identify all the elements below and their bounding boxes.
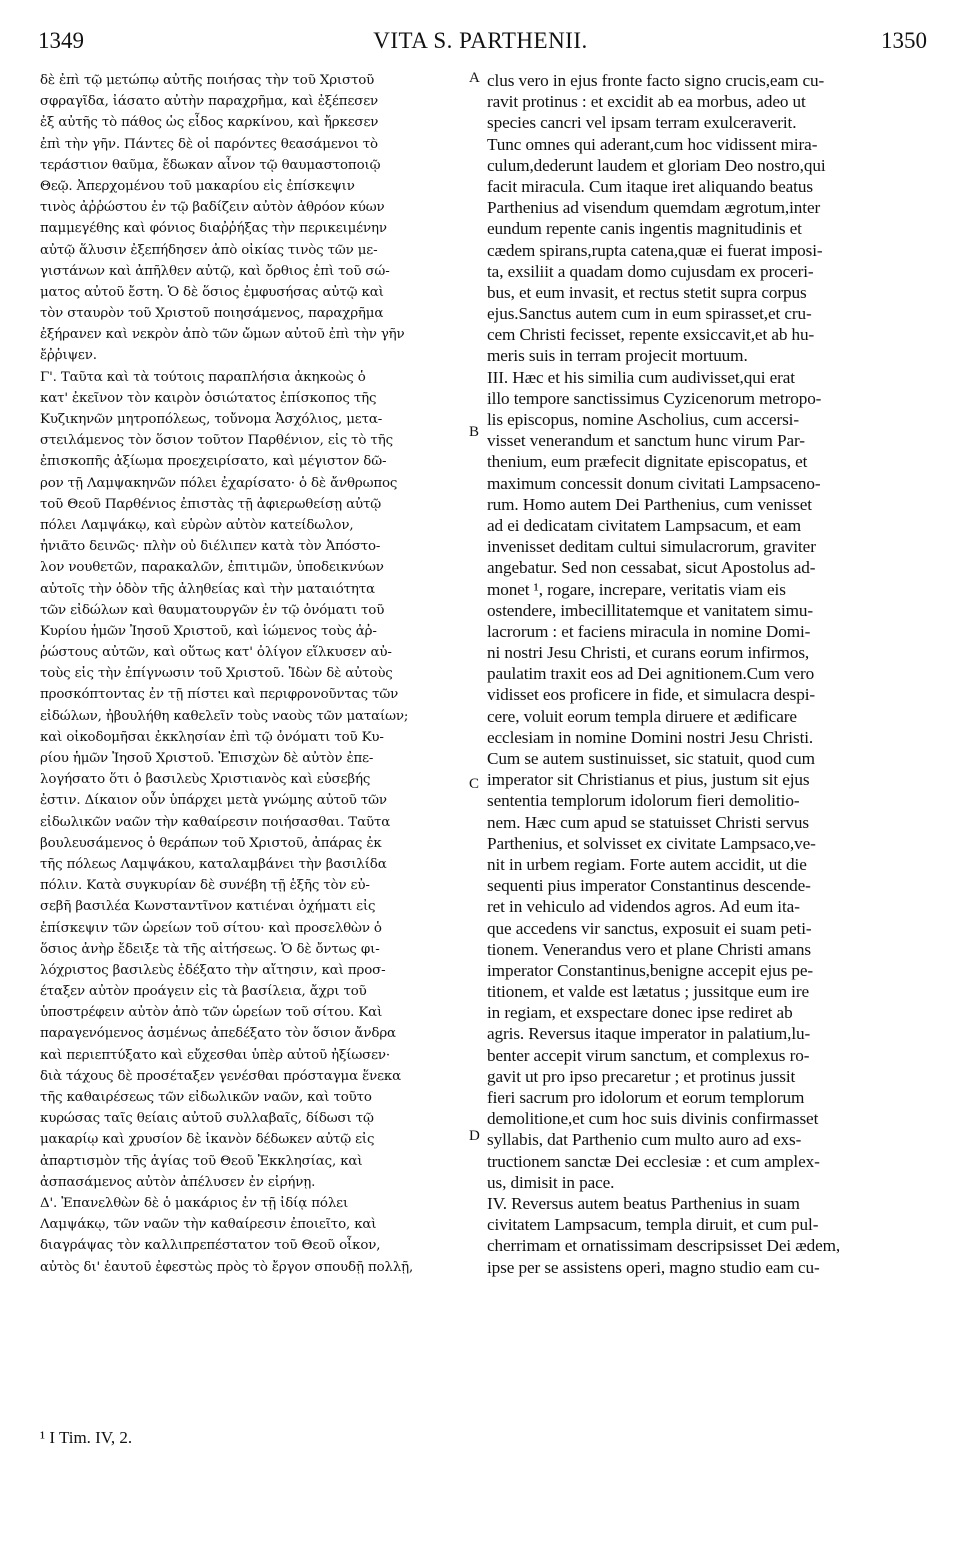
latin-text-line: visset venerandum et sanctum hunc virum Par- xyxy=(487,431,805,451)
latin-text-line: cherrimam et ornatissimam descripsisset Dei ædem, xyxy=(487,1236,841,1256)
latin-text-line: culum,dederunt laudem et gloriam Deo nostro,qui xyxy=(487,155,826,175)
greek-text-line: στειλάμενος τὸν ὅσιον τοῦτον Παρθένιον, εἰς τὸ τῆς xyxy=(40,433,393,449)
greek-text-line: σφραγῖδα, ἰάσατο αὐτὴν παραχρῆμα, καὶ ἐξέπεσεν xyxy=(40,94,379,110)
greek-text-line: παραγενόμενος ἀσμένως ἀπεδέξατο τὸν ὅσιον ἄνδρα xyxy=(40,1026,396,1042)
running-header xyxy=(30,28,931,62)
greek-text-line: τῆς καθαιρέσεως τῶν εἰδωλικῶν ναῶν, καὶ τοῦτο xyxy=(40,1090,372,1105)
greek-text-line: τὸν σταυρὸν τοῦ Χριστοῦ ποιησάμενος, παραχρῆμα xyxy=(40,306,384,322)
latin-text-line: sententia templorum idolorum fieri demolitio- xyxy=(487,791,800,811)
latin-text-line: meris suis in terram projecit mortuum. xyxy=(487,346,748,366)
margin-marker-d: D xyxy=(469,1128,480,1144)
latin-text-line: Parthenius, et solvisset ex civitate Lampsaco,ve- xyxy=(487,833,816,853)
greek-text-line: αὐτῷ ἅλυσιν ἐξεπήδησεν ἀπὸ οἰκίας τινὸς τῶν με- xyxy=(40,242,378,258)
greek-text-line: παμμεγέθης καὶ φόνιος διαῤῥήξας τὴν περικειμένην xyxy=(40,221,387,237)
latin-text-column xyxy=(487,70,919,1278)
greek-text-line: Κυζικηνῶν μητροπόλεως, τοὔνομα Ἀσχόλιος, μετα- xyxy=(40,412,383,427)
latin-text-line: invenisset deditam cultui simulacrorum, graviter xyxy=(487,537,816,557)
greek-text-line: ἐξ αὐτῆς τὸ πάθος ὡς εἶδος καρκίνου, καὶ ἤρκεσεν xyxy=(40,115,379,131)
greek-text-line: ρίου ἡμῶν Ἰησοῦ Χριστοῦ. Ἐπισχὼν δὲ αὐτὸν ἐπε- xyxy=(40,751,374,766)
greek-text-line: κυρώσας ταῖς θείαις αὐτοῦ συλλαβαῖς, δίδωσι τῷ xyxy=(40,1111,374,1127)
greek-text-line: ἐστιν. Δίκαιον οὖν ὑπάρχει μετὰ γνώμης αὐτοῦ τῶν xyxy=(40,793,387,809)
latin-text-line: vidisset eos proficere in fide, et simulacra despi- xyxy=(487,685,816,705)
latin-text-line: imperator Constantinus,benigne accepit ejus pe- xyxy=(487,960,814,980)
latin-text-line: IV. Reversus autem beatus Parthenius in suam xyxy=(487,1193,800,1213)
greek-text-line: λον νουθετῶν, παρακαλῶν, ἐπιτιμῶν, ὑποδεικνύων xyxy=(40,560,384,576)
latin-text-line: sequenti pius imperator Constantinus descende- xyxy=(487,876,811,896)
latin-text-line: cædem spirans,rupta catena,quæ ei fuerat imposi- xyxy=(487,240,823,260)
latin-text-line: monet ¹, rogare, increpare, veritatis viam eis xyxy=(487,579,786,599)
greek-text-line: σεβῆ βασιλέα Κωνσταντῖνον κατιέναι ὀχήματι εἰς xyxy=(40,899,376,915)
latin-text-line: rum. Homo autem Dei Parthenius, cum venisset xyxy=(487,494,812,514)
greek-text-line: ῥώστους αὐτῶν, καὶ οὕτως κατ' ὀλίγον εἵλκυσεν αὐ- xyxy=(40,645,392,661)
latin-text-line: ejus.Sanctus autem cum in eum spirasset,et cru- xyxy=(487,304,812,324)
greek-text-line: καὶ οἰκοδομῆσαι ἐκκλησίαν ἐπὶ τῷ ὀνόματι τοῦ Κυ- xyxy=(40,729,384,745)
footnote: ¹ I Tim. IV, 2. xyxy=(40,1428,133,1447)
greek-text-line: Θεῷ. Ἀπερχομένου τοῦ μακαρίου εἰς ἐπίσκεψιν xyxy=(40,178,355,194)
latin-text-line: facit miracula. Cum itaque iret aliquando beatus xyxy=(487,176,813,196)
latin-text-line: tructionem sanctæ Dei ecclesiæ : et cum amplex- xyxy=(487,1151,820,1171)
latin-text-line: ta, exsiliit a quadam domo cujusdam ex proceri- xyxy=(487,261,814,281)
greek-text-line: τινὸς ἀῤῥώστου ἐν τῷ βαδίζειν αὐτὸν ἀθρόον κύων xyxy=(40,200,385,216)
greek-text-line: διαγράψας τὸν καλλιπρεπέστατον τοῦ Θεοῦ οἶκον, xyxy=(40,1238,381,1254)
latin-text-line: tionem. Venerandus vero et plane Christi amans xyxy=(487,939,811,959)
latin-text-line: lis episcopus, nomine Ascholius, cum accersi- xyxy=(487,410,799,429)
margin-marker-a: A xyxy=(469,70,480,86)
latin-text-line: lacrorum : et faciens miracula in nomine Domi- xyxy=(487,621,811,641)
latin-text-line: agris. Reversus itaque imperator in palatium,lu- xyxy=(487,1024,811,1044)
greek-text-line: ὅσιος ἀνὴρ ἔδειξε τὰ τῆς αἰτήσεως. Ὁ δὲ ὄντως φι- xyxy=(40,941,380,957)
latin-text-line: thenium, eum præfecit dignitate episcopatus, et xyxy=(487,452,808,472)
latin-text-line: imperator sit Christianus et pius, justum sit ejus xyxy=(487,770,810,790)
latin-text-line: fieri sacrum pro idolorum et eorum templorum xyxy=(487,1088,805,1107)
latin-text-line: III. Hæc et his similia cum audivisset,qui erat xyxy=(487,367,795,387)
greek-text-line: Κυρίου ἡμῶν Ἰησοῦ Χριστοῦ, καὶ ἰώμενος τοὺς ἀῤ- xyxy=(40,623,377,639)
greek-text-line: ματος αὐτοῦ ἔστη. Ὁ δὲ ὅσιος ἐμφυσήσας αὐτῷ καὶ xyxy=(40,284,384,300)
greek-text-line: τοὺς εἰς τὴν ἐπίγνωσιν τοῦ Χριστοῦ. Ἰδὼν δὲ αὐτοὺς xyxy=(40,666,393,682)
greek-text-line: Λαμψάκῳ, τῶν ναῶν τὴν καθαίρεσιν ἐποιεῖτο, καὶ xyxy=(40,1217,377,1233)
margin-marker-b: B xyxy=(469,424,480,440)
latin-text-line: ni nostri Jesu Christi, et curans eorum infirmos, xyxy=(487,643,810,663)
greek-text-line: ἐπὶ τὴν γῆν. Πάντες δὲ οἱ παρόντες θεασάμενοι τὸ xyxy=(40,136,378,152)
latin-text-line: eundum repente canis ingentis magnitudinis et xyxy=(487,219,802,239)
greek-text-line: εἰδωλικῶν ναῶν τὴν καθαίρεσιν ποιήσασθαι. Ταῦτα xyxy=(40,814,391,830)
latin-text-line: paulatim traxit eos ad Dei agnitionem.Cum vero xyxy=(487,664,815,684)
latin-text-line: syllabis, dat Parthenio cum multo auro ad exs- xyxy=(487,1130,802,1150)
greek-text-line: καὶ περιεπτύξατο καὶ εὔχεσθαι ὑπὲρ αὐτοῦ ἠξίωσεν· xyxy=(40,1047,391,1063)
greek-text-line: λογήσατο ὅτι ὁ βασιλεὺς Χριστιανὸς καὶ εὐσεβής xyxy=(40,772,371,788)
greek-text-line: μακαρίῳ καὶ χρυσίον δὲ ἱκανὸν δέδωκεν αὐτῷ εἰς xyxy=(40,1132,375,1148)
greek-text-line: προσκόπτοντας ἐν τῇ πίστει καὶ περιφρονοῦντας τῶν xyxy=(40,687,399,703)
greek-text-column xyxy=(40,70,468,1278)
latin-text-line: que accedens vir sanctus, exposuit ei suam peti- xyxy=(487,918,812,938)
latin-text-line: ravit protinus : et excidit ab ea morbus, adeo ut xyxy=(487,92,806,112)
greek-text-line: κατ' ἐκεῖνον τὸν καιρὸν ὁσιώτατος ἐπίσκοπος τῆς xyxy=(40,390,377,406)
latin-text-line: ipse per se assistens operi, magno studio eam cu- xyxy=(487,1257,820,1277)
greek-text-line: ἔῤῥιψεν. xyxy=(40,348,97,364)
greek-text-line: τῆς πόλεως Λαμψάκου, καταλαμβάνει τὴν βασιλίδα xyxy=(40,856,387,872)
greek-text-line: βουλευσάμενος ὁ θεράπων τοῦ Χριστοῦ, ἀπάρας ἐκ xyxy=(40,835,382,851)
latin-text-line: species cancri vel ipsam terram exulceraverit. xyxy=(487,113,797,133)
greek-text-line: δὲ ἐπὶ τῷ μετώπῳ αὐτῆς ποιήσας τὴν τοῦ Χριστοῦ xyxy=(40,73,375,88)
greek-text-line: Γ'. Ταῦτα καὶ τὰ τούτοις παραπλήσια ἀκηκοὼς ὁ xyxy=(40,369,366,385)
latin-text-line: benter accepit virum sanctum, et complexus ro- xyxy=(487,1045,810,1065)
latin-text-line: bus, et eum invasit, et rectus stetit supra corpus xyxy=(487,282,807,302)
left-page-number: 1349 xyxy=(38,28,84,53)
latin-text-line: clus vero in ejus fronte facto signo crucis,eam cu- xyxy=(487,71,825,90)
greek-text-line: γιστάνων καὶ ἀπῆλθεν αὐτῷ, καὶ ὄρθιος ἐπὶ τοῦ σώ- xyxy=(40,263,390,279)
greek-text-line: τῶν εἰδώλων καὶ θαυματουργῶν ἐν τῷ ὀνόματι τοῦ xyxy=(40,602,385,618)
greek-text-line: διὰ τάχους δὲ προσέταξεν γενέσθαι πρόσταγμα ἕνεκα xyxy=(40,1068,402,1084)
greek-text-line: ἐπίσκεψιν τῶν ὡρείων τοῦ σίτου· καὶ προσελθὼν ὁ xyxy=(40,920,382,936)
running-title: VITA S. PARTHENII. xyxy=(373,28,588,53)
greek-text-line: πόλιν. Κατὰ συγκυρίαν δὲ συνέβη τῇ ἑξῆς τὸν εὐ- xyxy=(40,878,370,894)
latin-text-line: cere, voluit eorum templa diruere et ædificare xyxy=(487,706,797,726)
latin-text-line: ostendere, imbecillitatemque et vanitatem simu- xyxy=(487,600,814,620)
latin-text-line: in regiam, et exspectare donec ipse rediret ab xyxy=(487,1003,793,1023)
latin-text-line: maximum concessit donum civitati Lampsaceno- xyxy=(487,473,821,493)
latin-text-line: Cum se autem sustinuisset, sic statuit, quod cum xyxy=(487,749,815,768)
greek-text-line: ἀπαρτισμὸν τῆς ἁγίας τοῦ Θεοῦ Ἐκκλησίας, καὶ xyxy=(40,1153,363,1169)
greek-text-line: αὐτὸς δι' ἑαυτοῦ ἐφεστὼς πρὸς τὸ ἔργον σπουδῇ πολλῇ, xyxy=(40,1259,414,1275)
greek-text-line: πόλει Λαμψάκῳ, καὶ εὑρὼν αὐτὸν κατείδωλον, xyxy=(40,517,354,533)
latin-text-line: ad ei dedicatam civitatem Lampsacum, et eam xyxy=(487,515,802,535)
latin-text-line: cem Christi fecisset, repente exsiccavit,et ab hu- xyxy=(487,325,815,345)
greek-text-line: έταξεν αὐτὸν προάγειν εἰς τὰ βασίλεια, ἄχρι τοῦ xyxy=(40,984,367,1000)
greek-text-line: αὐτοῖς τὴν ὁδὸν τῆς ἀληθείας καὶ τὴν ματαιότητα xyxy=(40,581,375,597)
greek-text-line: Δ'. Ἐπανελθὼν δὲ ὁ μακάριος ἐν τῇ ἰδίᾳ πόλει xyxy=(40,1195,349,1211)
greek-text-line: ὑποστρέφειν αὐτὸν ἀπὸ τῶν ὡρείων τοῦ σίτου. Καὶ xyxy=(40,1005,383,1021)
right-page-number: 1350 xyxy=(881,28,927,53)
greek-text-line: λόχριστος βασιλεὺς ἐδέξατο τὴν αἴτησιν, καὶ προσ- xyxy=(40,962,386,978)
greek-text-line: ἐπισκοπῆς ἀξίωμα προεχειρίσατο, καὶ μέγιστον δῶ- xyxy=(40,454,387,470)
latin-text-line: illo tempore sanctissimus Cyzicenorum metropo- xyxy=(487,388,822,408)
greek-text-line: ρον τῇ Λαμψακηνῶν πόλει ἐχαρίσατο· ὁ δὲ ἄνθρωπος xyxy=(40,475,398,491)
latin-text-line: ecclesiam in nomine Domini nostri Jesu Christi. xyxy=(487,727,814,747)
latin-text-line: titionem, et valde est lætatus ; jussitque eum ire xyxy=(487,982,809,1002)
latin-text-line: angebatur. Sed non cessabat, sicut Apostolus ad- xyxy=(487,558,816,578)
greek-text-line: ἠνιᾶτο δεινῶς· πλὴν οὐ διέλιπεν κατὰ τὸν Ἀπόστο- xyxy=(40,539,381,555)
greek-text-line: εἰδώλων, ἠβουλήθη καθελεῖν τοὺς ναοὺς τῶν ματαίων; xyxy=(40,708,409,724)
latin-text-line: civitatem Lampsacum, templa diruit, et cum pul- xyxy=(487,1215,819,1235)
greek-text-line: ἀσπασάμενος αὐτὸν ἀπέλυσεν ἐν εἰρήνῃ. xyxy=(40,1174,316,1190)
latin-text-line: us, dimisit in pace. xyxy=(487,1172,615,1192)
latin-text-line: ret in vehiculo ad videndos agros. Ad eum ita- xyxy=(487,897,800,917)
latin-text-line: Tunc omnes qui aderant,cum hoc vidissent mira- xyxy=(487,134,818,154)
latin-text-line: nit in urbem regiam. Forte autem accidit, ut die xyxy=(487,854,807,874)
greek-text-line: ἐξήρανεν καὶ νεκρὸν ἀπὸ τῶν ὤμων αὐτοῦ ἐπὶ τὴν γῆν xyxy=(40,327,405,343)
latin-text-line: nem. Hæc cum apud se statuisset Christi servus xyxy=(487,812,809,832)
latin-text-line: gavit ut pro ipso precaretur ; et protinus jussit xyxy=(487,1066,796,1086)
latin-text-line: demolitione,et cum hoc suis divinis confirmasset xyxy=(487,1109,819,1129)
latin-text-line: Parthenius ad visendum quemdam ægrotum,inter xyxy=(487,198,821,218)
margin-marker-c: C xyxy=(469,776,480,792)
greek-text-line: τεράστιον θαῦμα, ἔδωκαν αἶνον τῷ θαυμαστοποιῷ xyxy=(40,157,381,173)
greek-text-line: τοῦ Θεοῦ Παρθένιος ἐπιστὰς τῇ ἀφιερωθείσῃ αὐτῷ xyxy=(40,496,381,512)
